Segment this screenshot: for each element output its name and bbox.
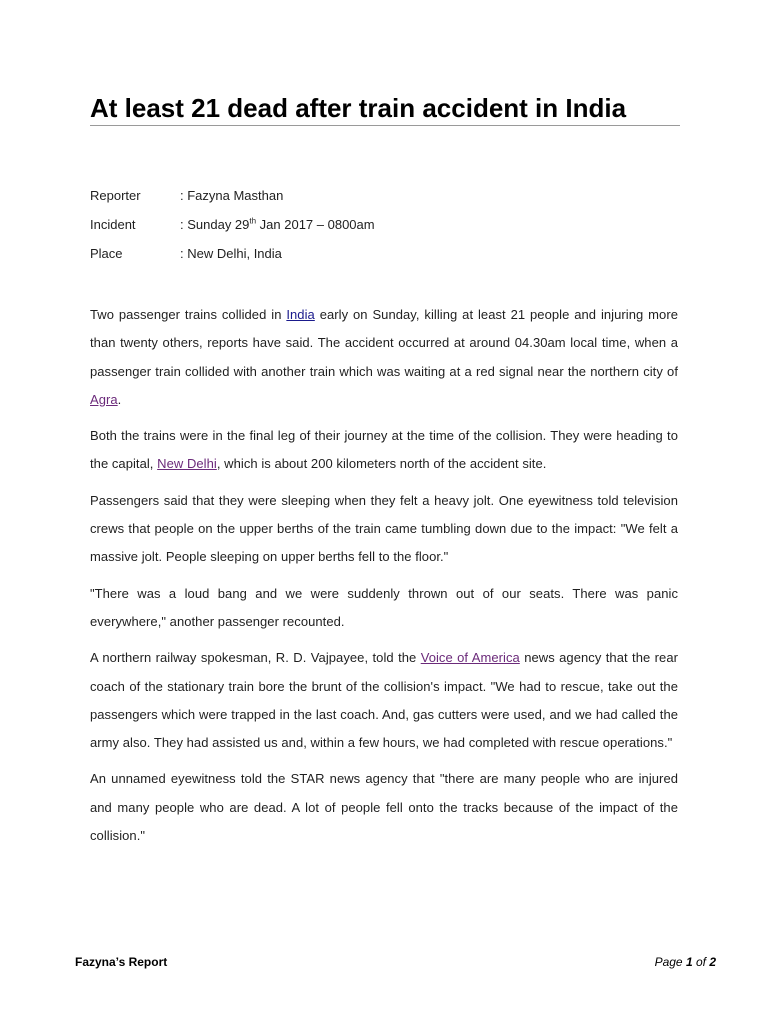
footer-page-current: 1 xyxy=(685,955,693,969)
paragraph-5-text-b: news agency that the rear coach of the stationary train bore the brunt of the collision's impact. "We had to rescue, take out the passengers which were trapped in the last coach. And, gas cutters were used, and we had called the army also. They had assisted us and, within a few hours, we had completed with rescue operations." xyxy=(90,650,678,751)
paragraph-6: An unnamed eyewitness told the STAR news agency that "there are many people who are injured and many people who are dead. A lot of people fell onto the tracks because of the impact of the collision." xyxy=(90,771,678,844)
meta-label-place: Place xyxy=(90,246,123,261)
article-meta xyxy=(90,186,680,273)
paragraph-1 xyxy=(90,301,678,414)
paragraph-1-text-b: early on Sunday, killing at least 21 people and injuring more than twenty others, reports have said. The accident occurred at around 04.30am local time, when a passenger train collided with another train which was waiting at a red signal near the northern city of xyxy=(90,307,678,379)
paragraph-5 xyxy=(90,644,678,757)
article-title: At least 21 dead after train accident in India xyxy=(90,93,627,123)
footer-page-total: 2 xyxy=(709,955,716,969)
link-new-delhi[interactable]: New Delhi xyxy=(157,456,217,472)
link-voice-of-america[interactable]: Voice of America xyxy=(420,650,520,666)
meta-value-incident xyxy=(180,215,375,244)
paragraph-2-text-a: Both the trains were in the final leg of their journey at the time of the collision. They were heading to the capital, xyxy=(90,428,678,472)
meta-row-reporter xyxy=(90,186,680,215)
paragraph-2-text-b: , which is about 200 kilometers north of the accident site. xyxy=(216,456,547,472)
footer-page-of: of xyxy=(692,955,710,969)
paragraph-3: Passengers said that they were sleeping when they felt a heavy jolt. One eyewitness told television crews that people on the upper berths of the train came tumbling down due to the impact: "We felt a massive jolt. People sleeping on upper berths fell to the floor." xyxy=(90,492,678,565)
footer-report-name: Fazyna’s Report xyxy=(75,955,168,969)
paragraph-2 xyxy=(90,422,678,479)
paragraph-1-text-c: . xyxy=(117,391,122,407)
meta-label-reporter: Reporter xyxy=(90,188,141,203)
meta-label-incident: Incident xyxy=(90,217,136,232)
article-body xyxy=(90,301,678,858)
footer-page-number xyxy=(655,955,716,969)
meta-value-reporter: : Fazyna Masthan xyxy=(180,188,284,203)
incident-date-suffix: Jan 2017 – 0800am xyxy=(256,217,375,232)
title-underline-rule xyxy=(90,125,680,126)
footer-page-word: Page xyxy=(654,955,686,969)
link-india[interactable]: India xyxy=(286,307,315,322)
paragraph-1-text-a: Two passenger trains collided in xyxy=(90,307,287,322)
incident-date-ordinal: th xyxy=(249,216,257,226)
paragraph-4: "There was a loud bang and we were suddenly thrown out of our seats. There was panic everywhere," another passenger recounted. xyxy=(90,585,678,629)
incident-date-prefix: : Sunday 29 xyxy=(180,217,250,232)
meta-value-place: : New Delhi, India xyxy=(180,246,282,261)
meta-row-place xyxy=(90,244,680,273)
meta-row-incident xyxy=(90,215,680,244)
link-agra[interactable]: Agra xyxy=(90,391,118,407)
paragraph-5-text-a: A northern railway spokesman, R. D. Vajpayee, told the xyxy=(90,650,421,666)
